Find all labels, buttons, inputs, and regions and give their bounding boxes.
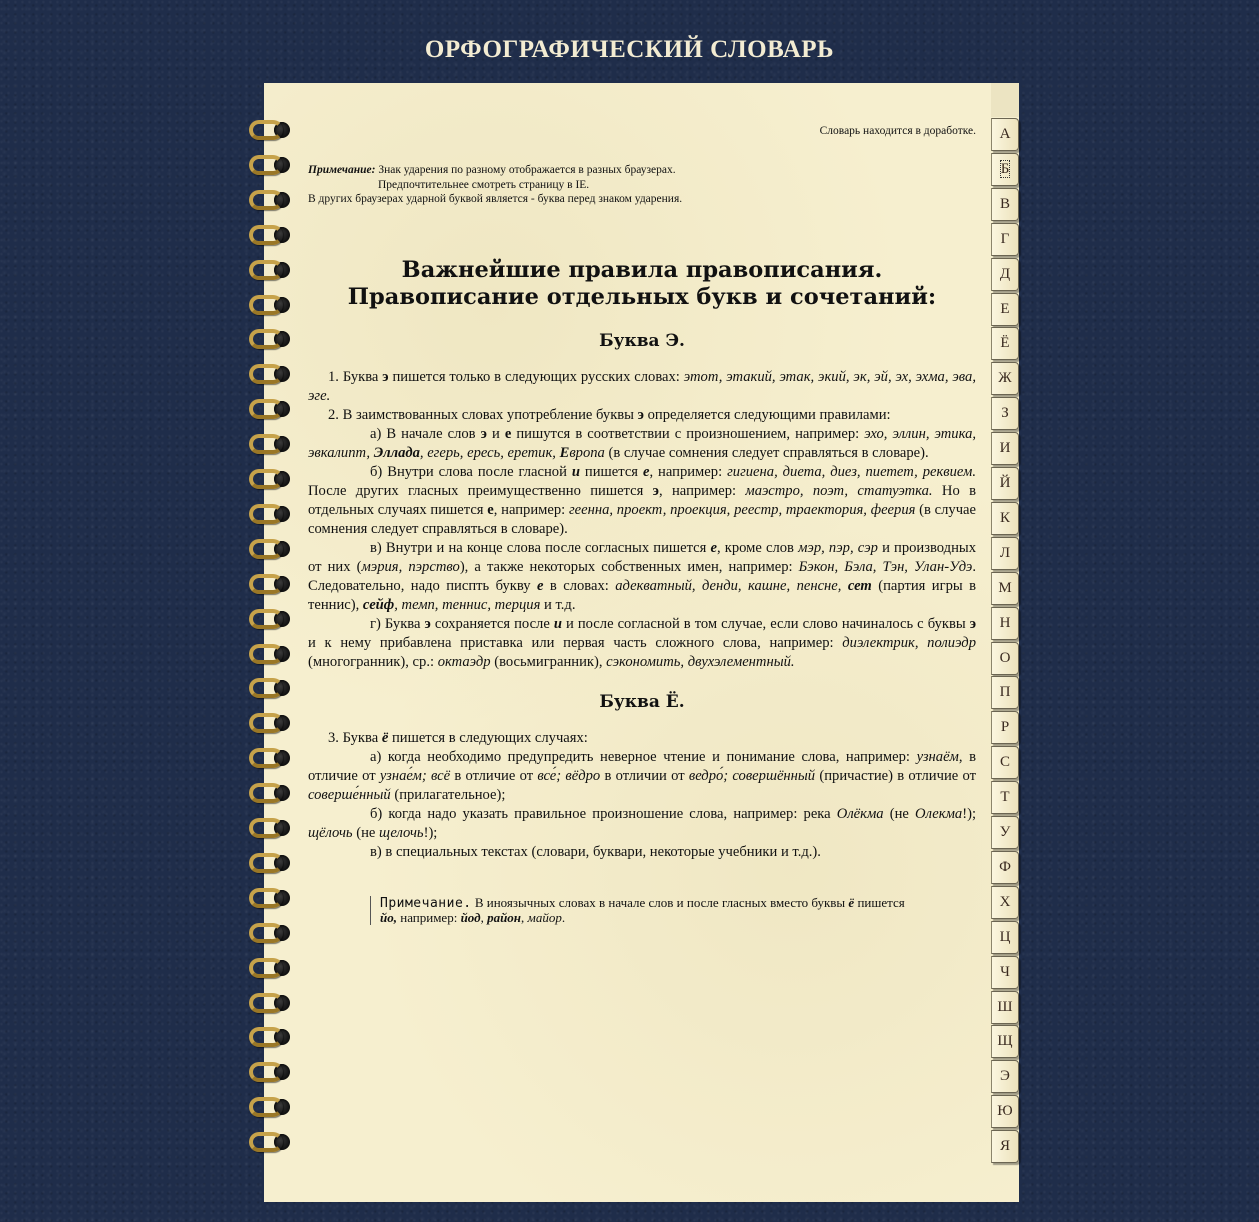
rules-title-line2: Правописание отдельных букв и сочетаний:	[347, 283, 937, 310]
spiral-ring	[247, 467, 297, 491]
rule-3v: в) в специальных текстах (словари, буквари, некоторые учебники и т.д.).	[370, 843, 821, 860]
rule-3a: а) когда необходимо предупредить неверное чтение и понимание слова, например: узнаём, в отличие от узнае́м; всё в отличие от все́; вёдро в отличии от ведро́; совершённый (причастие) в отличие от соверше́нный (прилагательное);	[308, 748, 976, 803]
spiral-ring	[247, 1025, 297, 1049]
alphabet-tab-label: Ц	[999, 928, 1011, 945]
spiral-ring	[247, 118, 297, 142]
alphabet-tab-label: Л	[999, 544, 1011, 561]
spiral-ring	[247, 258, 297, 282]
alphabet-tab-label: Щ	[997, 1033, 1013, 1050]
browser-note-line1: Знак ударения по разному отображается в разных браузерах.	[375, 164, 676, 176]
alphabet-tab-label: У	[999, 824, 1011, 840]
alphabet-tab-label: Г	[1000, 230, 1010, 247]
rule-2v: в) Внутри и на конце слова после согласных пишется е, кроме слов мэр, пэр, сэр и производных от них (мэрия, пэрство), а также некоторых собственных имен, например: Бэкон, Бэла, Тэн, Улан-Удэ. Следовательно, надо писпть букву е в словах: адекватный, денди, кашне, пенсне, сет (партия игры в теннис), сейф, темп, теннис, терция и т.д.	[308, 539, 977, 613]
alphabet-tab-label: С	[999, 754, 1010, 771]
rule-1: 1. Буква э пишется только в следующих русских словах: этот, этакий, этак, экий, эк, эй, эх, эхма, эва, эге.	[308, 368, 976, 404]
alphabet-tab[interactable]	[991, 432, 1019, 465]
spiral-binding	[247, 118, 297, 1168]
alphabet-tab[interactable]	[991, 676, 1019, 709]
alphabet-tab[interactable]	[991, 118, 1019, 151]
alphabet-tab-label: Я	[999, 1138, 1010, 1155]
alphabet-tab-label: З	[1001, 405, 1009, 422]
alphabet-tab-label: Ю	[997, 1103, 1013, 1120]
browser-note-label: Примечание:	[308, 164, 376, 176]
spiral-ring	[247, 432, 297, 456]
alphabet-tab-label: Ч	[1000, 963, 1010, 980]
alphabet-tab-label: А	[999, 126, 1011, 142]
alphabet-tab-label: М	[998, 579, 1012, 596]
alphabet-tab-label: Й	[999, 475, 1011, 491]
spiral-ring	[247, 537, 297, 561]
alphabet-tab[interactable]	[991, 642, 1019, 675]
alphabet-tab[interactable]	[991, 223, 1019, 256]
browser-note	[308, 163, 976, 207]
spiral-ring	[247, 153, 297, 177]
spiral-ring	[247, 362, 297, 386]
alphabet-tab-label: Е	[1000, 300, 1010, 317]
spiral-ring	[247, 188, 297, 212]
spiral-ring	[247, 711, 297, 735]
section-yo-title: Буква Ё.	[599, 691, 685, 712]
alphabet-tab[interactable]	[991, 467, 1019, 500]
spiral-ring	[247, 1095, 297, 1119]
spiral-ring	[247, 502, 297, 526]
alphabet-tab[interactable]	[991, 991, 1019, 1024]
spiral-ring	[247, 397, 297, 421]
spiral-ring	[247, 572, 297, 596]
alphabet-tab[interactable]	[991, 711, 1019, 744]
spiral-ring	[247, 991, 297, 1015]
spiral-ring	[247, 816, 297, 840]
alphabet-tab-label: О	[999, 649, 1011, 666]
rules-title	[308, 257, 976, 311]
browser-note-line3: В других браузерах ударной буквой является - буква перед знаком ударения.	[308, 193, 683, 205]
alphabet-tab-label: Р	[1000, 719, 1010, 736]
spiral-ring	[247, 746, 297, 770]
alphabet-tab[interactable]	[991, 362, 1019, 395]
alphabet-tab-label: Б	[1000, 160, 1010, 177]
page-content	[308, 118, 976, 925]
tab-strip-top	[991, 83, 1019, 117]
rule-2: 2. В заимствованных словах употребление буквы э определяется следующими правилами:	[328, 406, 891, 423]
alphabet-tab[interactable]	[991, 746, 1019, 779]
alphabet-tab-label: Ф	[999, 858, 1011, 875]
alphabet-tab[interactable]	[991, 1060, 1019, 1093]
alphabet-tab-label: Ж	[998, 370, 1012, 387]
alphabet-tab[interactable]	[991, 851, 1019, 884]
alphabet-tab[interactable]	[991, 781, 1019, 814]
spiral-ring	[247, 781, 297, 805]
spiral-ring	[247, 293, 297, 317]
spiral-ring	[247, 676, 297, 700]
rule-2a: а) В начале слов э и е пишутся в соответствии с произношением, например: эхо, эллин, этика, эвкалипт, Эллада, егерь, ересь, еретик, Европа (в случае сомнения следует справляться в словаре).	[308, 425, 977, 461]
alphabet-tab[interactable]	[991, 921, 1019, 954]
spiral-ring	[247, 956, 297, 980]
alphabet-tab-label: Т	[1000, 789, 1010, 806]
rule-3: 3. Буква ё пишется в следующих случаях:	[328, 729, 588, 746]
alphabet-tab-label: Э	[1000, 1068, 1010, 1085]
rule-3b: б) когда надо указать правильное произношение слова, например: река Олёкма (не Олекма!); щёлочь (не щелочь!);	[308, 805, 976, 841]
site-title: ОРФОГРАФИЧЕСКИЙ СЛОВАРЬ	[424, 36, 835, 63]
alphabet-tab[interactable]	[991, 153, 1019, 186]
spiral-ring	[247, 1130, 297, 1154]
alphabet-tab[interactable]	[991, 293, 1019, 326]
spiral-ring	[247, 223, 297, 247]
spiral-ring	[247, 851, 297, 875]
rule-2b: б) Внутри слова после гласной и пишется е, например: гигиена, диета, диез, пиетет, реквием. После других гласных преимущественно пишется э, например: маэстро, поэт, статуэтка. Но в отдельных случаях пишется е, например: геенна, проект, проекция, реестр, траектория, феерия (в случае сомнения следует справляться в словаре).	[308, 463, 977, 537]
spiral-ring	[247, 642, 297, 666]
rule-2g: г) Буква э сохраняется после и и после согласной в том случае, если слово начиналось с буквы э и к нему прибавлена приставка или первая часть сложного слова, например: диэлектрик, полиэдр (многогранник), ср.: октаэдр (восьмигранник), сэкономить, двухэлементный.	[308, 615, 976, 670]
alphabet-tab-label: Ш	[997, 998, 1013, 1015]
alphabet-tab[interactable]	[991, 327, 1019, 360]
alphabet-tab[interactable]	[991, 607, 1019, 640]
alphabet-tab-label: Д	[999, 265, 1011, 282]
section-e-title: Буква Э.	[599, 330, 685, 351]
alphabet-tab-label: Х	[999, 893, 1011, 910]
alphabet-tab-label: И	[999, 440, 1011, 457]
status-note: Словарь находится в доработке.	[819, 125, 976, 137]
alphabet-tab[interactable]	[991, 258, 1019, 291]
browser-note-line2: Предпочтительнее смотреть страницу в IE.	[378, 178, 590, 191]
alphabet-tab[interactable]	[991, 1025, 1019, 1058]
alphabet-tab[interactable]	[991, 816, 1019, 849]
spiral-ring	[247, 1060, 297, 1084]
spiral-ring	[247, 886, 297, 910]
spiral-ring	[247, 607, 297, 631]
remark-box: Примечание. В иноязычных словах в начале слов и после гласных вместо буквы ё пишется йо, например: йод, район, майор.	[370, 896, 920, 925]
alphabet-tab[interactable]	[991, 956, 1019, 989]
alphabet-tab-label: Н	[999, 614, 1011, 631]
alphabet-tab[interactable]	[991, 1130, 1019, 1163]
alphabet-tab[interactable]	[991, 572, 1019, 605]
alphabet-tab[interactable]	[991, 537, 1019, 570]
spiral-ring	[247, 327, 297, 351]
alphabet-tab[interactable]	[991, 188, 1019, 221]
alphabet-tab[interactable]	[991, 397, 1019, 430]
remark-label: Примечание.	[380, 895, 472, 911]
alphabet-tab-label: К	[999, 509, 1010, 526]
rules-title-line1: Важнейшие правила правописания.	[401, 256, 883, 283]
alphabet-tab-label: В	[999, 195, 1010, 212]
alphabet-tab[interactable]	[991, 1095, 1019, 1128]
alphabet-tab[interactable]	[991, 502, 1019, 535]
alphabet-tab-label: П	[999, 684, 1011, 701]
alphabet-tab-label: Ё	[1000, 335, 1010, 352]
spiral-ring	[247, 921, 297, 945]
alphabet-tab[interactable]	[991, 886, 1019, 919]
